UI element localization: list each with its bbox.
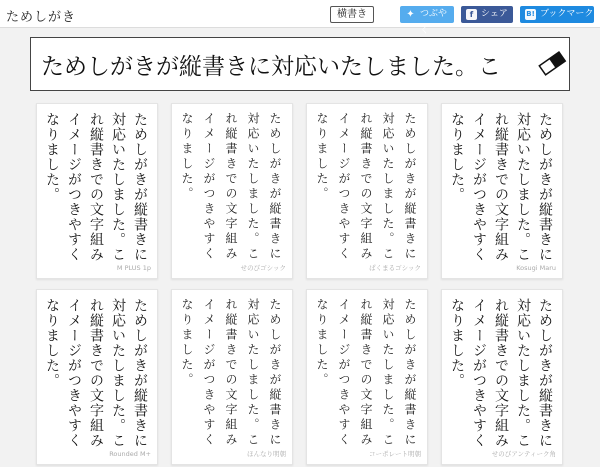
font-sample-text: ためしがきが縦書きに 対応いたしました。こ れ縦書きでの文字組み イメージがつきやすく なりました。 bbox=[315, 298, 417, 448]
font-name: せのびアンティーク角 bbox=[491, 450, 556, 458]
font-sample-text: ためしがきが縦書きに 対応いたしました。こ れ縦書きでの文字組み イメージがつきやすく なりました。 bbox=[315, 112, 417, 262]
font-name: コーポレート明朝 bbox=[369, 450, 421, 458]
font-sample-text: ためしがきが縦書きに 対応いたしました。こ れ縦書きでの文字組み イメージがつきやすく なりました。 bbox=[180, 298, 282, 448]
hatena-bookmark-button[interactable] bbox=[520, 6, 594, 23]
site-logo[interactable]: ためしがき bbox=[6, 10, 77, 25]
font-name: ぱくまるゴシック bbox=[369, 264, 421, 272]
font-card-senobi-gothic[interactable] bbox=[171, 103, 293, 279]
twitter-share-button[interactable] bbox=[400, 6, 454, 36]
font-name: せのびゴシック bbox=[240, 264, 286, 272]
facebook-share-label: シェア bbox=[481, 9, 508, 19]
hatena-bookmark-label: ブックマーク bbox=[540, 9, 594, 19]
font-name: Rounded M+ bbox=[109, 450, 151, 458]
font-card-kosugi-maru[interactable] bbox=[441, 103, 563, 279]
font-sample-text: ためしがきが縦書きに 対応いたしました。こ れ縦書きでの文字組み イメージがつきやすく なりました。 bbox=[449, 112, 553, 262]
twitter-icon: ✦ bbox=[406, 9, 415, 20]
font-card-rounded-m-plus[interactable] bbox=[36, 289, 158, 465]
sample-text-value: ためしがきが縦書きに対応いたしました。こ bbox=[41, 54, 501, 80]
facebook-icon: f bbox=[466, 9, 477, 20]
font-sample-text: ためしがきが縦書きに 対応いたしました。こ れ縦書きでの文字組み イメージがつきやすく なりました。 bbox=[449, 298, 553, 448]
font-sample-text: ためしがきが縦書きに 対応いたしました。こ れ縦書きでの文字組み イメージがつきやすく なりました。 bbox=[44, 298, 148, 448]
font-card-senobi-antique-kaku[interactable] bbox=[441, 289, 563, 465]
font-name: ほんなり明朝 bbox=[247, 450, 286, 458]
font-name: M PLUS 1p bbox=[116, 264, 151, 272]
twitter-share-label: つぶやく bbox=[420, 9, 448, 36]
font-name: Kosugi Maru bbox=[516, 264, 556, 272]
font-card-pakumaru-gothic[interactable] bbox=[306, 103, 428, 279]
font-card-m-plus-1p[interactable] bbox=[36, 103, 158, 279]
font-card-honnari-mincho[interactable] bbox=[171, 289, 293, 465]
sample-text-input[interactable] bbox=[30, 37, 570, 91]
font-sample-text: ためしがきが縦書きに 対応いたしました。こ れ縦書きでの文字組み イメージがつきやすく なりました。 bbox=[44, 112, 148, 262]
top-bar bbox=[0, 0, 600, 36]
facebook-share-button[interactable] bbox=[461, 6, 513, 23]
toggle-horizontal-button[interactable]: 横書き bbox=[330, 6, 374, 23]
hatena-icon: B! bbox=[526, 10, 535, 18]
font-sample-text: ためしがきが縦書きに 対応いたしました。こ れ縦書きでの文字組み イメージがつきやすく なりました。 bbox=[180, 112, 282, 262]
font-card-corporate-mincho[interactable] bbox=[306, 289, 428, 465]
eraser-icon[interactable] bbox=[537, 48, 567, 78]
